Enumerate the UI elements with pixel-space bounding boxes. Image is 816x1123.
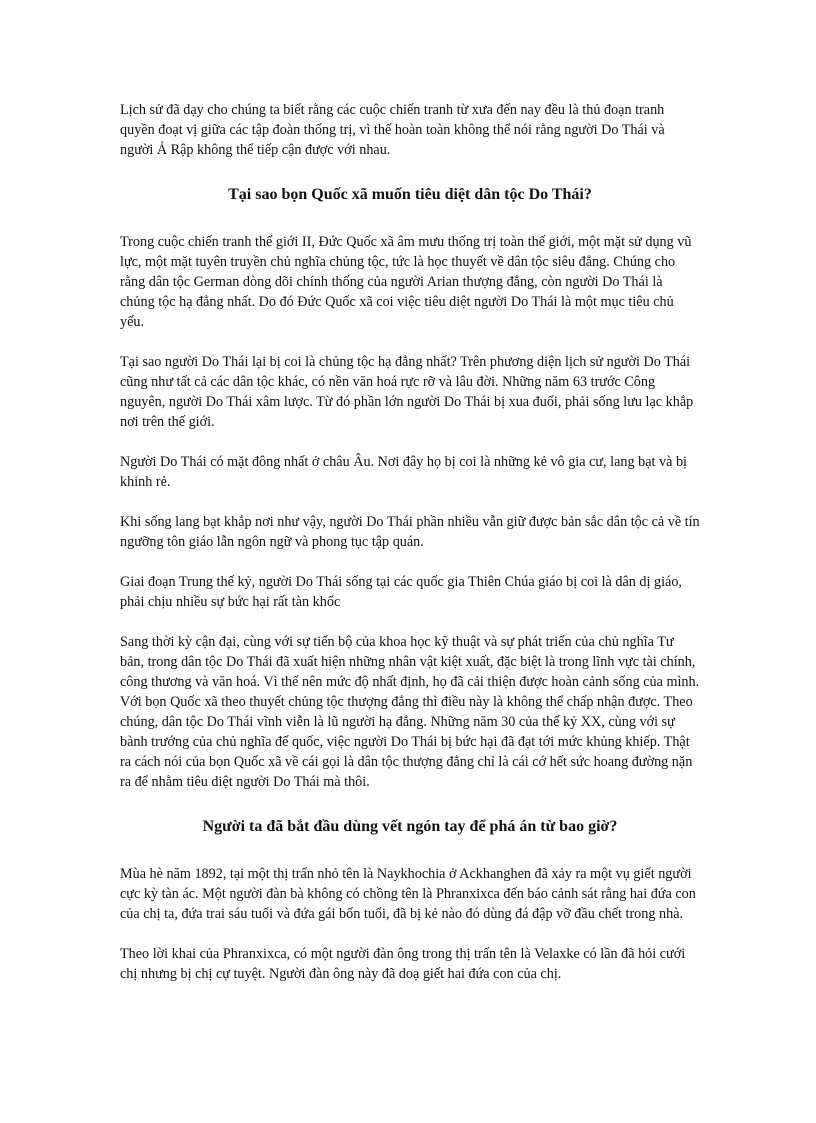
body-paragraph: Trong cuộc chiến tranh thế giới II, Đức Quốc xã âm mưu thống trị toàn thế giới, một mặt sử dụng vũ lực, một mặt tuyên truyền chủ nghĩa chủng tộc, tức là học thuyết về dân tộc siêu đẳng. Chúng cho rằng dân tộc German dòng dõi chính thống của người Arian thượng đẳng, còn người Do Thái là chủng tộc hạ đẳng nhất. Do đó Đức Quốc xã coi việc tiêu diệt người Do Thái là một mục tiêu chủ yếu. <box>120 234 692 330</box>
body-paragraph: Mùa hè năm 1892, tại một thị trấn nhỏ tên là Naykhochia ở Ackhanghen đã xảy ra một vụ giết người cực kỳ tàn ác. Một người đàn bà không có chồng tên là Phranxixca đến báo cảnh sát rằng hai đứa con của chị ta, đứa trai sáu tuổi và đứa gái bốn tuổi, đã bị kẻ nào đó dùng đá đập vỡ đầu chết trong nhà. <box>120 866 696 922</box>
section-heading-1: Tại sao bọn Quốc xã muốn tiêu diệt dân tộc Do Thái? <box>228 186 592 203</box>
body-paragraph: Khi sống lang bạt khắp nơi như vậy, người Do Thái phần nhiều vẫn giữ được bản sắc dân tộc cả về tín ngưỡng tôn giáo lẫn ngôn ngữ và phong tục tập quán. <box>120 514 700 550</box>
body-paragraph: Người Do Thái có mặt đông nhất ở châu Âu. Nơi đây họ bị coi là những kẻ vô gia cư, lang bạt và bị khinh rẻ. <box>120 454 687 490</box>
body-paragraph: Giai đoạn Trung thế kỷ, người Do Thái sống tại các quốc gia Thiên Chúa giáo bị coi là dân dị giáo, phải chịu nhiều sự bức hại rất tàn khốc <box>120 574 682 610</box>
body-paragraph: Sang thời kỳ cận đại, cùng với sự tiến bộ của khoa học kỹ thuật và sự phát triển của chủ nghĩa Tư bản, trong dân tộc Do Thái đã xuất hiện những nhân vật kiệt xuất, đặc biệt là trong lĩnh vực tài chính, công thương và văn hoá. Vì thế nên mức độ nhất định, họ đã cải thiện được hoàn cảnh sống của mình. Với bọn Quốc xã theo thuyết chủng tộc thượng đẳng thì điều này là không thể chấp nhận được. Theo chúng, dân tộc Do Thái vĩnh viễn là lũ người hạ đẳng. Những năm 30 của thế kỷ XX, cùng với sự bành trướng của chủ nghĩa đế quốc, việc người Do Thái bị bức hại đã đạt tới mức khủng khiếp. Thật ra cách nói của bọn Quốc xã về cái gọi là dân tộc thượng đẳng chỉ là cái cớ hết sức hoang đường nặn ra để nhằm tiêu diệt người Do Thái mà thôi. <box>120 634 700 790</box>
intro-paragraph: Lịch sử đã dạy cho chúng ta biết rằng các cuộc chiến tranh từ xưa đến nay đều là thủ đoạn tranh quyền đoạt vị giữa các tập đoàn thống trị, vì thế hoàn toàn không thể nói rằng người Do Thái và người Ả Rập không thể tiếp cận được với nhau. <box>120 102 665 158</box>
section-heading-2: Người ta đã bắt đầu dùng vết ngón tay để phá án từ bao giờ? <box>202 818 618 835</box>
body-paragraph: Tại sao người Do Thái lại bị coi là chủng tộc hạ đẳng nhất? Trên phương diện lịch sử người Do Thái cũng như tất cả các dân tộc khác, có nền văn hoá rực rỡ và lâu đời. Những năm 63 trước Công nguyên, người Do Thái xâm lược. Từ đó phần lớn người Do Thái bị xua đuổi, phải sống lưu lạc khắp nơi trên thế giới. <box>120 354 694 430</box>
body-paragraph: Theo lời khai của Phranxixca, có một người đàn ông trong thị trấn tên là Velaxke có lần đã hỏi cưới chị nhưng bị chị cự tuyệt. Người đàn ông này đã doạ giết hai đứa con của chị. <box>120 946 686 982</box>
document-page <box>120 100 700 1004</box>
